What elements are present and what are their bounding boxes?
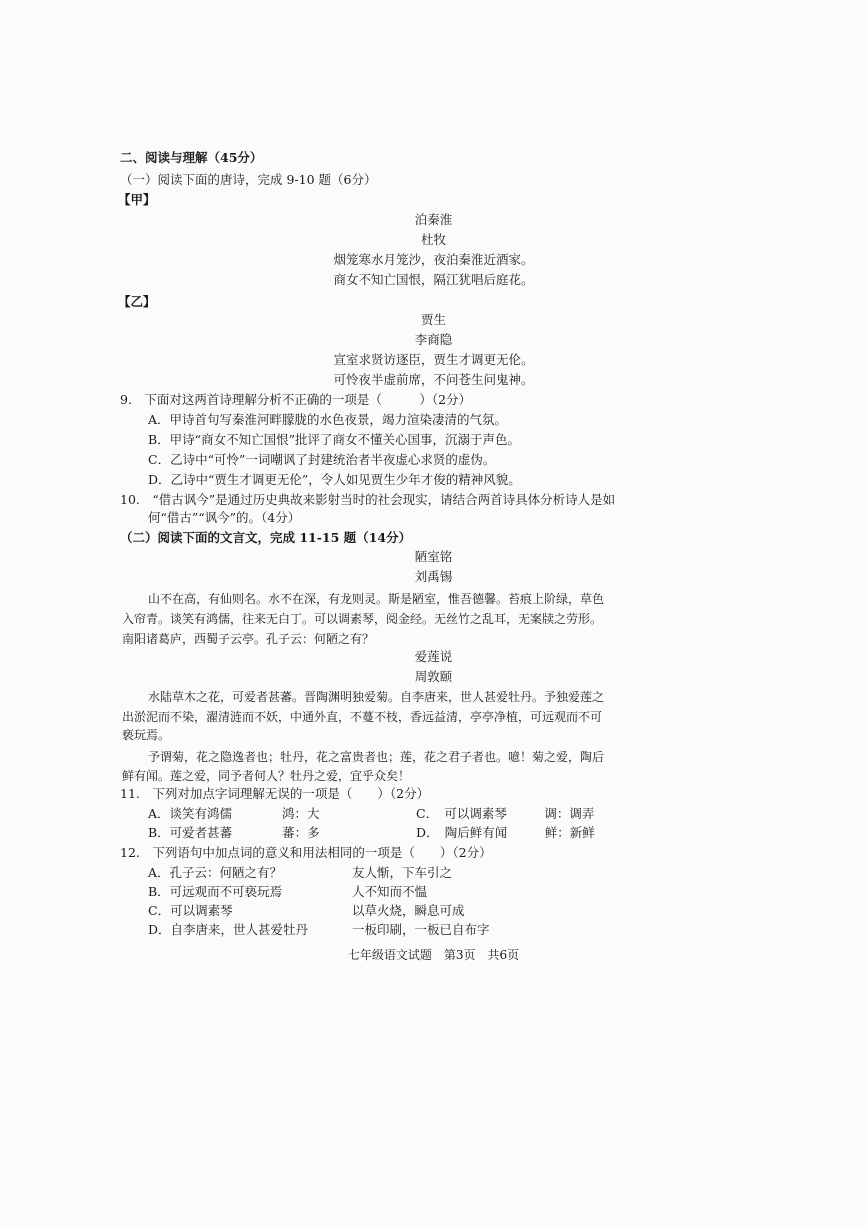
text1-title: 陋室铭: [414, 549, 453, 564]
q9-option-d: D．乙诗中“贾生才调更无伦”，令人如见贾生少年才俊的精神风貌。: [148, 472, 521, 487]
text2-title: 爱莲说: [414, 649, 453, 664]
q11-option-d: D． 陶后鲜有闻 鲜：新鲜: [416, 825, 595, 840]
poem1-line-1: 烟笼寒水月笼沙，夜泊秦淮近酒家。: [333, 252, 534, 267]
section-heading: 二、阅读与理解（45分）: [120, 150, 263, 165]
poem2-title: 贾生: [420, 312, 446, 327]
q12-option-a-right: 友人惭，下车引之: [352, 865, 453, 880]
q9-option-a: A．甲诗首句写秦淮河畔朦胧的水色夜景，竭力渲染凄清的气氛。: [148, 412, 508, 427]
q12-option-c-right: 以草火烧，瞬息可成: [352, 903, 465, 918]
q10-line-2: 何“借古”“讽今”的。（4分）: [148, 510, 301, 525]
poem2-author: 李商隐: [414, 332, 453, 347]
q9-option-b: B．甲诗“商女不知亡国恨”批评了商女不懂关心国事，沉溺于声色。: [148, 432, 520, 447]
jia-label: 【甲】: [118, 192, 156, 207]
text1-author: 刘禹锡: [414, 569, 453, 584]
poem2-line-1: 宣室求贤访逐臣，贾生才调更无伦。: [333, 352, 534, 367]
q9-option-c: C．乙诗中“可怜”一词嘲讽了封建统治者半夜虚心求贤的虚伪。: [148, 452, 496, 467]
poem1-line-2: 商女不知亡国恨，隔江犹唱后庭花。: [333, 272, 534, 287]
yi-label: 【乙】: [118, 294, 156, 309]
q12-option-b-left: B．可远观而不可亵玩焉: [148, 884, 283, 899]
poem1-title: 泊秦淮: [414, 212, 453, 227]
text1-line-1: 山不在高，有仙则名。水不在深，有龙则灵。斯是陋室，惟吾德馨。苔痕上阶绿，草色: [148, 592, 605, 606]
text2-line-3: 亵玩焉。: [122, 728, 171, 742]
q12-option-a-left: A．孔子云：何陋之有？: [148, 865, 283, 880]
text2-line-4: 予谓菊，花之隐逸者也；牡丹，花之富贵者也；莲，花之君子者也。噫！菊之爱，陶后: [148, 750, 605, 764]
q11-option-c: C． 可以调素琴 调：调弄: [416, 806, 595, 821]
text2-line-5: 鲜有闻。莲之爱，同予者何人？牡丹之爱，宜乎众矣！: [122, 769, 411, 783]
page-footer: 七年级语文试题 第3页 共6页: [347, 948, 520, 962]
q11-stem: 11. 下列对加点字词理解无误的一项是（ ）（2分）: [120, 786, 430, 801]
q11-option-b: B．可爱者甚蕃 蕃：多: [148, 825, 320, 840]
text2-line-1: 水陆草木之花，可爱者甚蕃。晋陶渊明独爱菊。自李唐来，世人甚爱牡丹。予独爱莲之: [148, 690, 605, 704]
part1-heading: （一）阅读下面的唐诗，完成 9-10 题（6分）: [120, 172, 377, 187]
poem2-line-2: 可怜夜半虚前席，不问苍生问鬼神。: [333, 372, 534, 387]
q12-option-d-left: D．自李唐来，世人甚爱牡丹: [148, 922, 309, 937]
text1-line-2: 入帘青。谈笑有鸿儒，往来无白丁。可以调素琴，阅金经。无丝竹之乱耳，无案牍之劳形。: [122, 612, 603, 626]
q11-option-a: A．谈笑有鸿儒 鸿：大: [148, 806, 320, 821]
q9-stem: 9. 下面对这两首诗理解分析不正确的一项是（ ）（2分）: [120, 392, 472, 407]
q10-line-1: 10. “借古讽今”是通过历史典故来影射当时的社会现实，请结合两首诗具体分析诗人是如: [120, 492, 616, 507]
q12-option-d-right: 一板印刷，一板已自布字: [352, 922, 490, 937]
text1-line-3: 南阳诸葛庐，西蜀子云亭。孔子云：何陋之有？: [122, 632, 375, 646]
poem1-author: 杜牧: [420, 232, 446, 247]
q12-option-b-right: 人不知而不愠: [352, 884, 428, 899]
text2-line-2: 出淤泥而不染，濯清涟而不妖，中通外直，不蔓不枝，香远益清，亭亭净植，可远观而不可: [122, 710, 603, 724]
q12-option-c-left: C．可以调素琴: [148, 903, 233, 918]
q12-stem: 12. 下列语句中加点词的意义和用法相同的一项是（ ）（2分）: [120, 845, 492, 860]
part2-heading: （二）阅读下面的文言文，完成 11-15 题（14分）: [120, 530, 412, 545]
text2-author: 周敦颐: [414, 669, 453, 684]
